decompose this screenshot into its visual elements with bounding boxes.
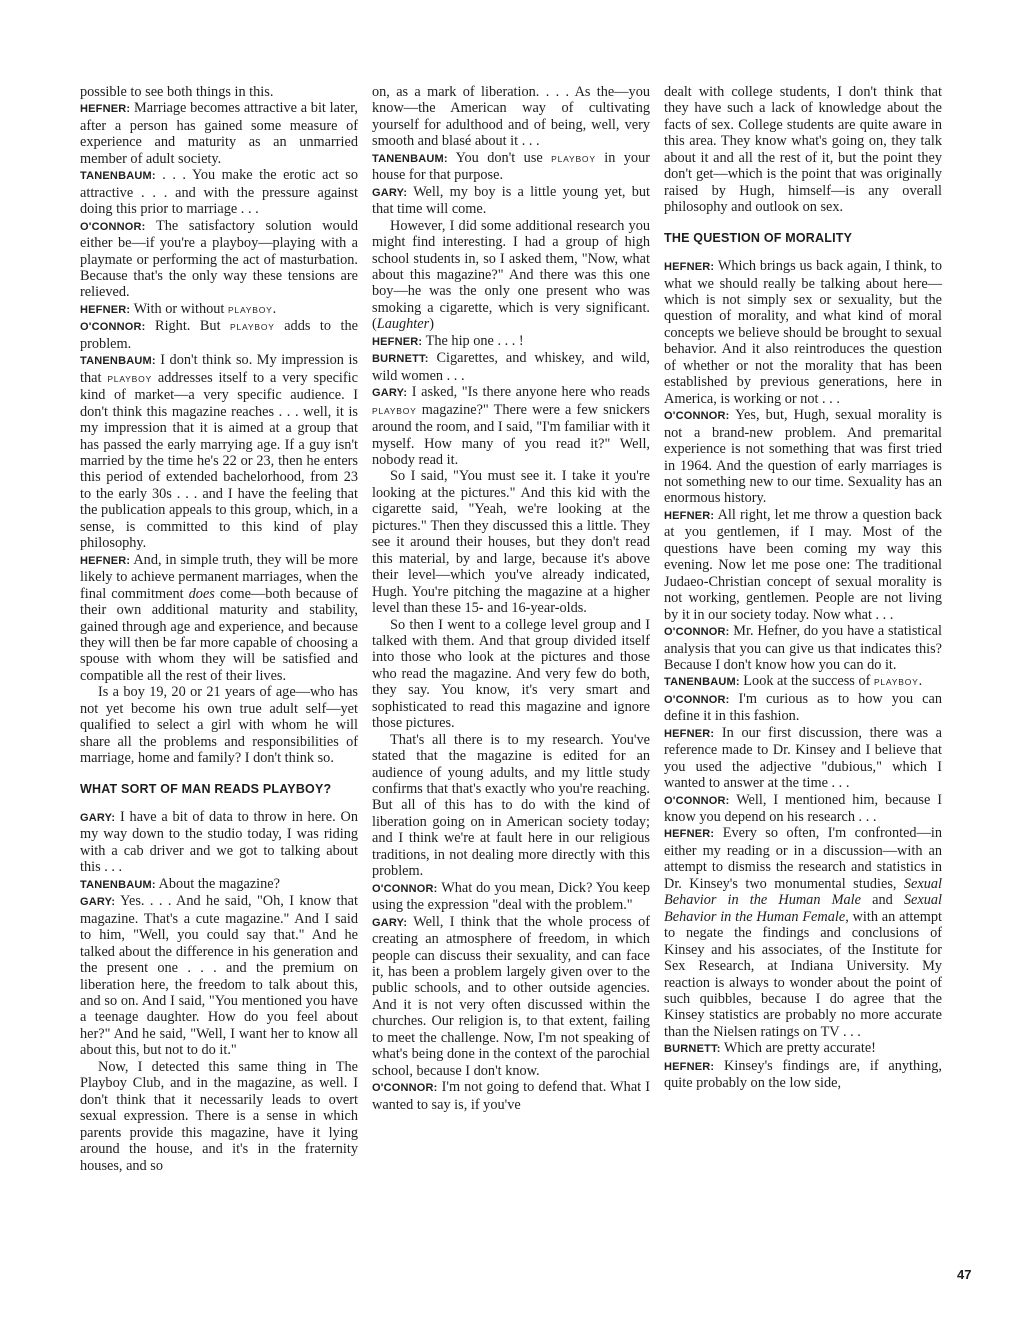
speaker-name: HEFNER: (664, 509, 715, 522)
text-run: magazine?" There were a few snickers around the room, and I said, "I'm familiar with it myself. How many of you read it?" Well, nobody read it. (372, 401, 651, 468)
paragraph (664, 691, 942, 725)
paragraph (372, 617, 650, 732)
paragraph (372, 218, 650, 333)
paragraph (80, 893, 358, 1059)
section-heading: WHAT SORT OF MAN READS PLAYBOY? (80, 781, 332, 796)
section-heading: THE QUESTION OF MORALITY (664, 230, 853, 245)
speaker-name: GARY: (80, 896, 116, 909)
magazine-name: PLAYBOY (873, 677, 919, 688)
speaker-name: HEFNER: (80, 103, 131, 116)
text-run: . (918, 673, 923, 690)
text-run: Marriage becomes attractive a bit later, after a person has gained some measure of experience and maturity as an unmarried member of adult society. (80, 100, 358, 167)
speaker-name: TANENBAUM: (80, 355, 156, 368)
italic-text: Laughter (376, 316, 430, 333)
magazine-name: PLAYBOY (107, 373, 152, 384)
text-run: So then I went to a college level group and I talked with them. And that group divided itself into those who look at the pictures and those who read the magazine. And very few do both, they say. You know, it's very smart and sophisticated to read this magazine and ignore those pictures. (372, 616, 650, 732)
text-run: Well, I mentioned him, because I know you depend on his research . . . (664, 791, 942, 826)
paragraph (664, 725, 942, 792)
text-run: Is a boy 19, 20 or 21 years of age—who has not yet become his own true adult self—yet qualified to select a girl with whom he will share all the problems and responsibilities of marriage, home and family? I don't think so. (80, 684, 358, 767)
speaker-name: O'CONNOR: (80, 220, 146, 233)
paragraph (80, 84, 358, 100)
speaker-name: BURNETT: (664, 1043, 721, 1056)
magazine-name: PLAYBOY (372, 405, 417, 416)
paragraph (372, 468, 650, 616)
text-run: With or without (130, 300, 228, 317)
paragraph (664, 407, 942, 507)
text-run: I don't think so. My impression is that (80, 352, 358, 386)
paragraph (372, 84, 650, 150)
paragraph (80, 218, 358, 301)
paragraph (80, 1059, 358, 1174)
magazine-name: PLAYBOY (230, 322, 275, 333)
speaker-name: GARY: (372, 387, 408, 400)
paragraph (80, 684, 358, 766)
speaker-name: GARY: (372, 916, 408, 929)
text-run: About the magazine? (155, 875, 280, 892)
paragraph (372, 914, 650, 1080)
text-run: All right, let me throw a question back at you gentlemen, if I may. Most of the questions have been coming my way this evening. Now let me pose one: The traditional Judaeo-Christian concept of sexual morality is not working, gentlemen. People are not living by it in our society today. Now what . . . (664, 506, 942, 623)
paragraph (80, 552, 358, 685)
paragraph (372, 732, 650, 880)
speaker-name: GARY: (80, 812, 116, 825)
magazine-name: PLAYBOY (551, 153, 596, 164)
text-run: , with an attempt to negate the findings and conclusions of Kinsey and his associates, of the Institute for Sex Research, at Indiana University. My reaction is always to wonder about the point of such quibbles, because I do agree that the Kinsey statistics are probably no more accurate than the Nielsen ratings on TV . . . (664, 908, 942, 1040)
speaker-name: O'CONNOR: (664, 794, 730, 807)
text-run: What do you mean, Dick? You keep using the expression "deal with the problem." (372, 879, 650, 914)
paragraph (80, 809, 358, 876)
text-run: Look at the success of (739, 673, 874, 690)
text-run: The satisfactory solution would either be—if you're a playboy—playing with a playmate or performing the act of masturbation. Because that's the only way these tensions are relieved. (80, 217, 358, 301)
paragraph (80, 301, 358, 318)
text-run: in your house for that purpose. (372, 149, 650, 184)
speaker-name: TANENBAUM: (80, 878, 156, 891)
speaker-name: HEFNER: (664, 727, 715, 740)
paragraph (80, 318, 358, 352)
text-run: Yes, but, Hugh, sexual morality is not a brand-new problem. And premarital experience is not something that was first tried in 1964. And the question of early marriages is not something new to our time. Sexuality has an enormous history. (664, 407, 942, 507)
speaker-name: O'CONNOR: (372, 1082, 438, 1095)
speaker-name: O'CONNOR: (372, 882, 438, 895)
paragraph (80, 100, 358, 167)
italic-text: Sexual Behavior in the Human Female (664, 892, 942, 925)
speaker-name: GARY: (372, 186, 408, 199)
text-run: You don't use (447, 149, 552, 166)
text-run: I'm not going to defend that. What I wanted to say is, if you've (372, 1079, 650, 1113)
speaker-name: HEFNER: (664, 1060, 715, 1073)
text-run: . . . You make the erotic act so attractive . . . and with the pressure against doing this prior to marriage . . . (80, 167, 358, 218)
text-run: on, as a mark of liberation. . . . As the—you know—the American way of cultivating yourself for adulthood and of being, well, very smooth and blasé about it . . . (372, 84, 650, 150)
paragraph (372, 880, 650, 914)
text-run: Now, I detected this same thing in The Playboy Club, and in the magazine, as well. I don't think that it necessarily leads to overt sexual expression. There is a sense in which parents provide this magazine, have it lying around the house, and it's in the fraternity houses, and so (80, 1058, 358, 1174)
text-column-3 (664, 84, 942, 1092)
text-run: dealt with college students, I don't think that they have such a lack of knowledge about the facts of sex. College students are quite aware in this area. They know what's going on, they talk about it and all the rest of it, but the point they don't get—which is the point that was originally raised by Hugh, himself—is any overall philosophy and outlook on sex. (664, 84, 942, 216)
speaker-name: HEFNER: (664, 261, 715, 274)
text-run: ) (429, 316, 434, 333)
text-column-1 (80, 84, 358, 1174)
speaker-name: HEFNER: (664, 828, 715, 841)
paragraph (664, 507, 942, 623)
paragraph (80, 352, 358, 551)
text-run: So I said, "You must see it. I take it you're looking at the pictures." And this kid with the cigarette said, "Yeah, we're looking at the pictures." Then they discussed this a little. They see it around their houses, but they don't read this material, by and large, because it's above their level—which you've already indicated, Hugh. You're pitching the magazine at a higher level than these 15- and 16-year-olds. (372, 468, 650, 617)
text-run: And, in simple truth, they will be more likely to achieve permanent marriages, when the final commitment (80, 551, 358, 602)
speaker-name: TANENBAUM: (372, 152, 448, 165)
text-run: Mr. Hefner, do you have a statistical analysis that you can give us that indicates this? Because I don't know how you can do it. (664, 623, 942, 673)
text-run: I'm curious as to how you can define it in this fashion. (664, 690, 942, 725)
paragraph (80, 876, 358, 893)
page-number: 47 (957, 1267, 972, 1282)
text-run: adds to the problem. (80, 318, 358, 352)
paragraph (664, 1058, 942, 1092)
speaker-name: HEFNER: (80, 554, 131, 567)
paragraph (372, 384, 650, 468)
paragraph (664, 1040, 942, 1057)
text-run: Cigarettes, and whiskey, and wild, wild women . . . (372, 350, 650, 384)
text-run: Yes. . . . And he said, "Oh, I know that magazine. That's a cute magazine." And I said to him, "Well, you could say that." And he talked about the difference in his generation and the present one . . . and the premium on liberation here, the freedom to talk about this, and so on. And I said, "You mentioned you have a teenage daughter. How do you feel about her?" And he said, "Well, I want her to know all about this, but not to do it." (80, 893, 358, 1059)
italic-text: does (188, 585, 215, 602)
text-run: Which are pretty accurate! (720, 1040, 876, 1057)
paragraph (664, 84, 942, 216)
text-run: Right. But (145, 318, 231, 335)
text-run: Well, I think that the whole process of creating an atmosphere of freedom, in which people can discuss their sexuality, and can face it, has been a problem largely given over to the public schools, and to other outside agencies. And it is not very often discussed within the churches. Our religion is, to that extent, failing to meet the challenge. Now, I'm not speaking of what's being done in the context of the parochial school, because I don't know. (372, 913, 650, 1079)
text-run: come—both because of their own additional maturity and stability, gained through age and experience, and because they will then be far more capable of choosing a spouse with whom they will be satisfied and compatible all the rest of their lives. (80, 585, 358, 684)
text-run: addresses itself to a very specific kind of market—a very specific audience. I don't think this magazine reaches . . . well, it is my impression that it is aimed at a group that has passed the early marrying age. If a guy isn't married by the time he's 22 or 23, then he enters this period of extended bachelorhood, from 23 to the early 30s . . . and I have the feeling that the publication appeals to this group, which, in a sense, is committed to this kind of play philosophy. (80, 369, 358, 552)
paragraph (80, 167, 358, 217)
paragraph (372, 333, 650, 350)
text-run: . (272, 300, 277, 317)
magazine-name: PLAYBOY (227, 304, 273, 315)
text-run: possible to see both things in this. (80, 84, 274, 100)
speaker-name: O'CONNOR: (664, 410, 730, 423)
paragraph (372, 350, 650, 384)
speaker-name: O'CONNOR: (664, 626, 730, 639)
text-run: Which brings us back again, I think, to what we should really be talking about here—which is not simply sex or sexuality, but the question of morality, and what kind of moral concepts we believe should be brought to sexual behavior. And it also reintroduces the question of whether or not the morality that has been established by previous generations, here in America, is working or not . . . (664, 258, 942, 407)
paragraph (664, 258, 942, 407)
text-run: That's all there is to my research. You've stated that the magazine is edited for an audience of young adults, and my little study confirms that that's exactly who you're reaching. But all of this has to do with the kind of liberation going on in American society today; and I think we're at fault here in our religious traditions, in not dealing more directly with this problem. (372, 731, 650, 880)
text-run: I asked, "Is there anyone here who reads (407, 384, 650, 401)
text-run: In our first discussion, there was a reference made to Dr. Kinsey and I believe that you used the adjective "dubious," which I wanted to answer at the time . . . (664, 724, 942, 792)
text-run: Every so often, I'm confronted—in either my reading or in a discussion—with an attempt to dismiss the research and statistics in Dr. Kinsey's two monumental studies, (664, 825, 942, 892)
paragraph (372, 1079, 650, 1113)
text-run: However, I did some additional research you might find interesting. I had a group of high school students in, so I asked them, "Now, what about this magazine?" And there was this one boy—he was the only one present who was smoking a cigarette, which is very significant. ( (372, 217, 650, 333)
text-run: and (860, 892, 904, 909)
speaker-name: TANENBAUM: (664, 676, 740, 689)
speaker-name: O'CONNOR: (80, 321, 146, 334)
speaker-name: BURNETT: (372, 353, 429, 366)
paragraph (372, 150, 650, 184)
text-column-2 (372, 84, 650, 1113)
text-run: Kinsey's findings are, if anything, quite probably on the low side, (664, 1057, 942, 1092)
paragraph (664, 623, 942, 673)
text-run: Well, my boy is a little young yet, but that time will come. (372, 183, 650, 218)
paragraph (664, 673, 942, 690)
speaker-name: HEFNER: (372, 335, 423, 348)
speaker-name: O'CONNOR: (664, 693, 730, 706)
speaker-name: TANENBAUM: (80, 170, 156, 183)
speaker-name: HEFNER: (80, 303, 131, 316)
paragraph (372, 184, 650, 218)
text-run: I have a bit of data to throw in here. On my way down to the studio today, I was riding with a cab driver and we got to talking about this . . . (80, 809, 358, 876)
italic-text: Sexual Behavior in the Human Male (664, 875, 942, 909)
paragraph (664, 792, 942, 826)
paragraph (664, 825, 942, 1040)
text-run: The hip one . . . ! (422, 332, 524, 349)
